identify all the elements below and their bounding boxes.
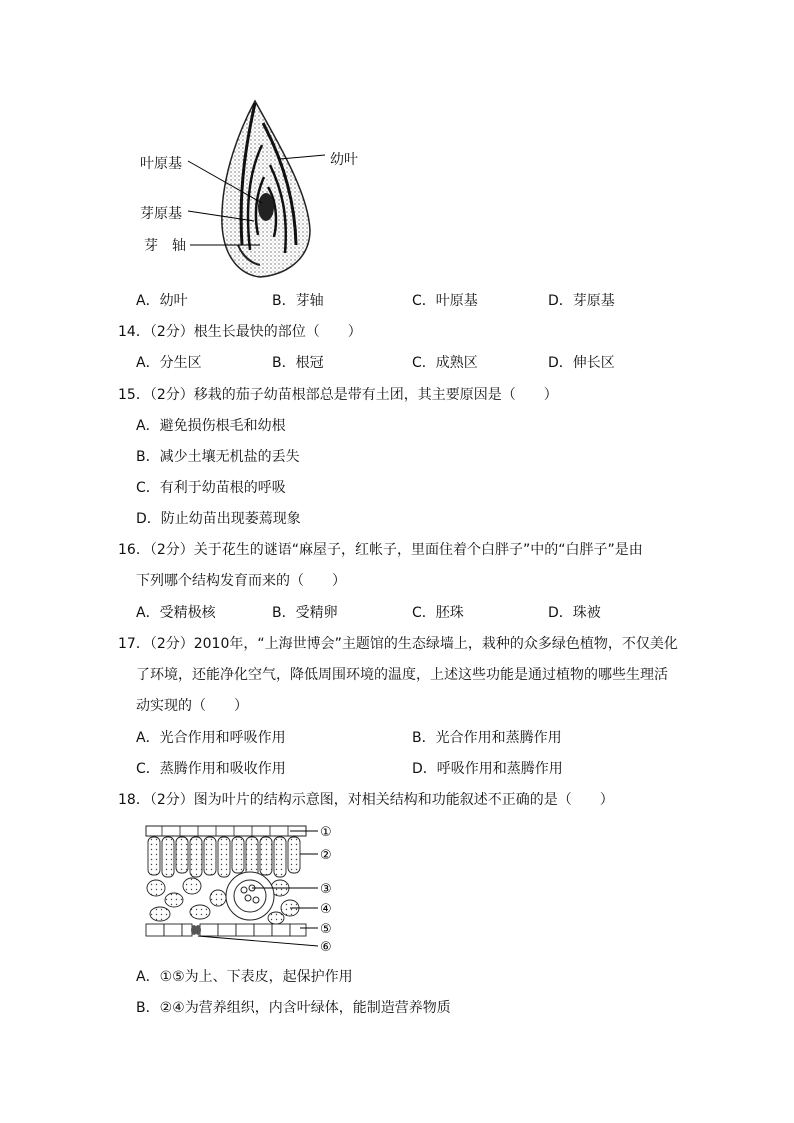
q14-stem: 14．（2分）根生长最快的部位（ ） [118,324,362,340]
leaf-structure-diagram [140,818,350,958]
q17-option-a[interactable]: A．光合作用和呼吸作用 [136,730,286,746]
q15-option-a[interactable]: A．避免损伤根毛和幼根 [136,418,286,434]
q15-option-d[interactable]: D．防止幼苗出现萎蔫现象 [136,511,301,527]
q13-option-d[interactable]: D．芽原基 [548,293,615,309]
marker-3: ③ [320,882,332,897]
q17-stem-line1: 17．（2分）2010年，“上海世博会”主题馆的生态绿墙上，栽种的众多绿色植物，不仅美化 [118,636,678,652]
bud-illustration [130,95,380,285]
q15-option-c[interactable]: C．有利于幼苗根的呼吸 [136,480,286,496]
marker-1: ① [320,825,332,840]
bud-diagram [130,95,380,285]
q17-option-c[interactable]: C．蒸腾作用和吸收作用 [136,761,286,777]
marker-5: ⑤ [320,922,332,937]
label-young-leaf: 幼叶 [330,152,358,168]
q14-option-a[interactable]: A．分生区 [136,355,202,371]
q15-option-b[interactable]: B．减少土壤无机盐的丢失 [136,449,300,465]
q14-option-d[interactable]: D．伸长区 [548,355,615,371]
q13-option-a[interactable]: A．幼叶 [136,293,188,309]
q16-option-c[interactable]: C．胚珠 [412,605,464,621]
q18-option-b[interactable]: B．②④为营养组织，内含叶绿体，能制造营养物质 [136,1000,451,1016]
q16-stem-line1: 16．（2分）关于花生的谜语“麻屋子，红帐子，里面住着个白胖子”中的“白胖子”是由 [118,542,643,558]
q17-option-d[interactable]: D．呼吸作用和蒸腾作用 [412,761,563,777]
label-bud-primordium: 芽原基 [140,206,182,222]
q14-option-b[interactable]: B．根冠 [272,355,324,371]
q15-stem: 15．（2分）移栽的茄子幼苗根部总是带有土团，其主要原因是（ ） [118,387,558,403]
q14-option-c[interactable]: C．成熟区 [412,355,478,371]
label-leaf-primordium: 叶原基 [140,156,182,172]
q13-option-c[interactable]: C．叶原基 [412,293,478,309]
q17-option-b[interactable]: B．光合作用和蒸腾作用 [412,730,562,746]
label-bud-axis: 芽 轴 [144,238,186,254]
marker-2: ② [320,848,332,863]
q16-option-a[interactable]: A．受精极核 [136,605,216,621]
marker-4: ④ [320,902,332,917]
q18-option-a[interactable]: A．①⑤为上、下表皮，起保护作用 [136,969,353,985]
q13-option-b[interactable]: B．芽轴 [272,293,324,309]
marker-6: ⑥ [320,940,332,955]
q17-stem-line3: 动实现的（ ） [136,698,248,714]
q16-stem-line2: 下列哪个结构发育而来的（ ） [136,573,346,589]
q16-option-b[interactable]: B．受精卵 [272,605,338,621]
q18-stem: 18．（2分）图为叶片的结构示意图，对相关结构和功能叙述不正确的是（ ） [118,792,614,808]
q16-option-d[interactable]: D．珠被 [548,605,601,621]
leaf-cross-section [140,818,350,958]
q17-stem-line2: 了环境，还能净化空气，降低周围环境的温度，上述这些功能是通过植物的哪些生理活 [136,667,668,683]
